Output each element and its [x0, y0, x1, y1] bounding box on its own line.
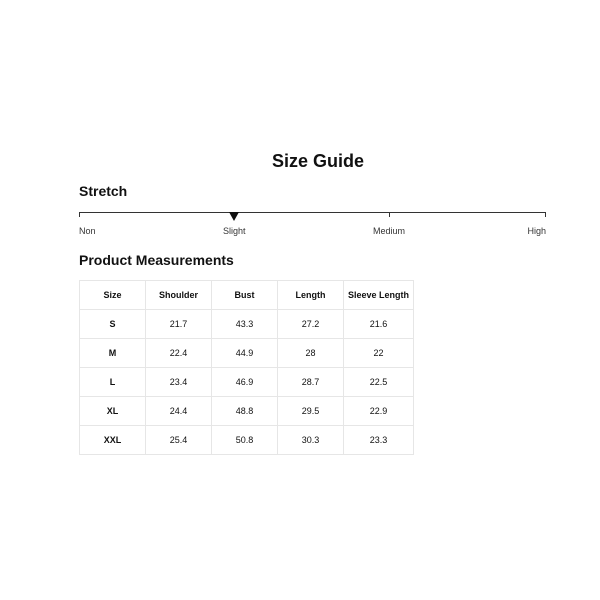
bust-cell: 48.8: [212, 397, 278, 426]
length-cell: 27.2: [278, 310, 344, 339]
table-row: [80, 310, 414, 339]
sleeve-length-cell: 22.9: [344, 397, 414, 426]
stretch-heading: Stretch: [79, 183, 128, 199]
page-title: Size Guide: [271, 151, 365, 171]
shoulder-cell: 24.4: [146, 397, 212, 426]
stretch-label-slight: Slight: [223, 226, 246, 236]
stretch-tick-high: [545, 212, 546, 217]
stretch-label-medium: Medium: [373, 226, 406, 236]
column-header-length: Length: [278, 281, 344, 310]
size-cell: XXL: [80, 426, 146, 455]
length-cell: 30.3: [278, 426, 344, 455]
shoulder-cell: 23.4: [146, 368, 212, 397]
stretch-scale-line: [79, 212, 546, 213]
length-cell: 28: [278, 339, 344, 368]
size-cell: S: [80, 310, 146, 339]
sleeve-length-cell: 22.5: [344, 368, 414, 397]
column-header-shoulder: Shoulder: [146, 281, 212, 310]
table-row: [80, 397, 414, 426]
stretch-tick-medium: [389, 212, 390, 217]
column-header-size: Size: [80, 281, 146, 310]
column-header-sleeve-length: Sleeve Length: [344, 281, 414, 310]
stretch-selected-marker: [229, 212, 239, 221]
shoulder-cell: 21.7: [146, 310, 212, 339]
bust-cell: 46.9: [212, 368, 278, 397]
sleeve-length-cell: 23.3: [344, 426, 414, 455]
bust-cell: 43.3: [212, 310, 278, 339]
column-header-bust: Bust: [212, 281, 278, 310]
table-row: [80, 426, 414, 455]
shoulder-cell: 22.4: [146, 339, 212, 368]
table-header-row: [80, 281, 414, 310]
measurements-table: [79, 280, 414, 455]
bust-cell: 44.9: [212, 339, 278, 368]
bust-cell: 50.8: [212, 426, 278, 455]
table-row: [80, 339, 414, 368]
stretch-label-high: High: [527, 226, 546, 236]
size-cell: XL: [80, 397, 146, 426]
stretch-tick-non: [79, 212, 80, 217]
stretch-label-non: Non: [79, 226, 96, 236]
sleeve-length-cell: 21.6: [344, 310, 414, 339]
table-row: [80, 368, 414, 397]
length-cell: 29.5: [278, 397, 344, 426]
measurements-heading: Product Measurements: [79, 252, 234, 268]
sleeve-length-cell: 22: [344, 339, 414, 368]
size-cell: M: [80, 339, 146, 368]
size-cell: L: [80, 368, 146, 397]
length-cell: 28.7: [278, 368, 344, 397]
shoulder-cell: 25.4: [146, 426, 212, 455]
stretch-scale: [79, 210, 546, 240]
